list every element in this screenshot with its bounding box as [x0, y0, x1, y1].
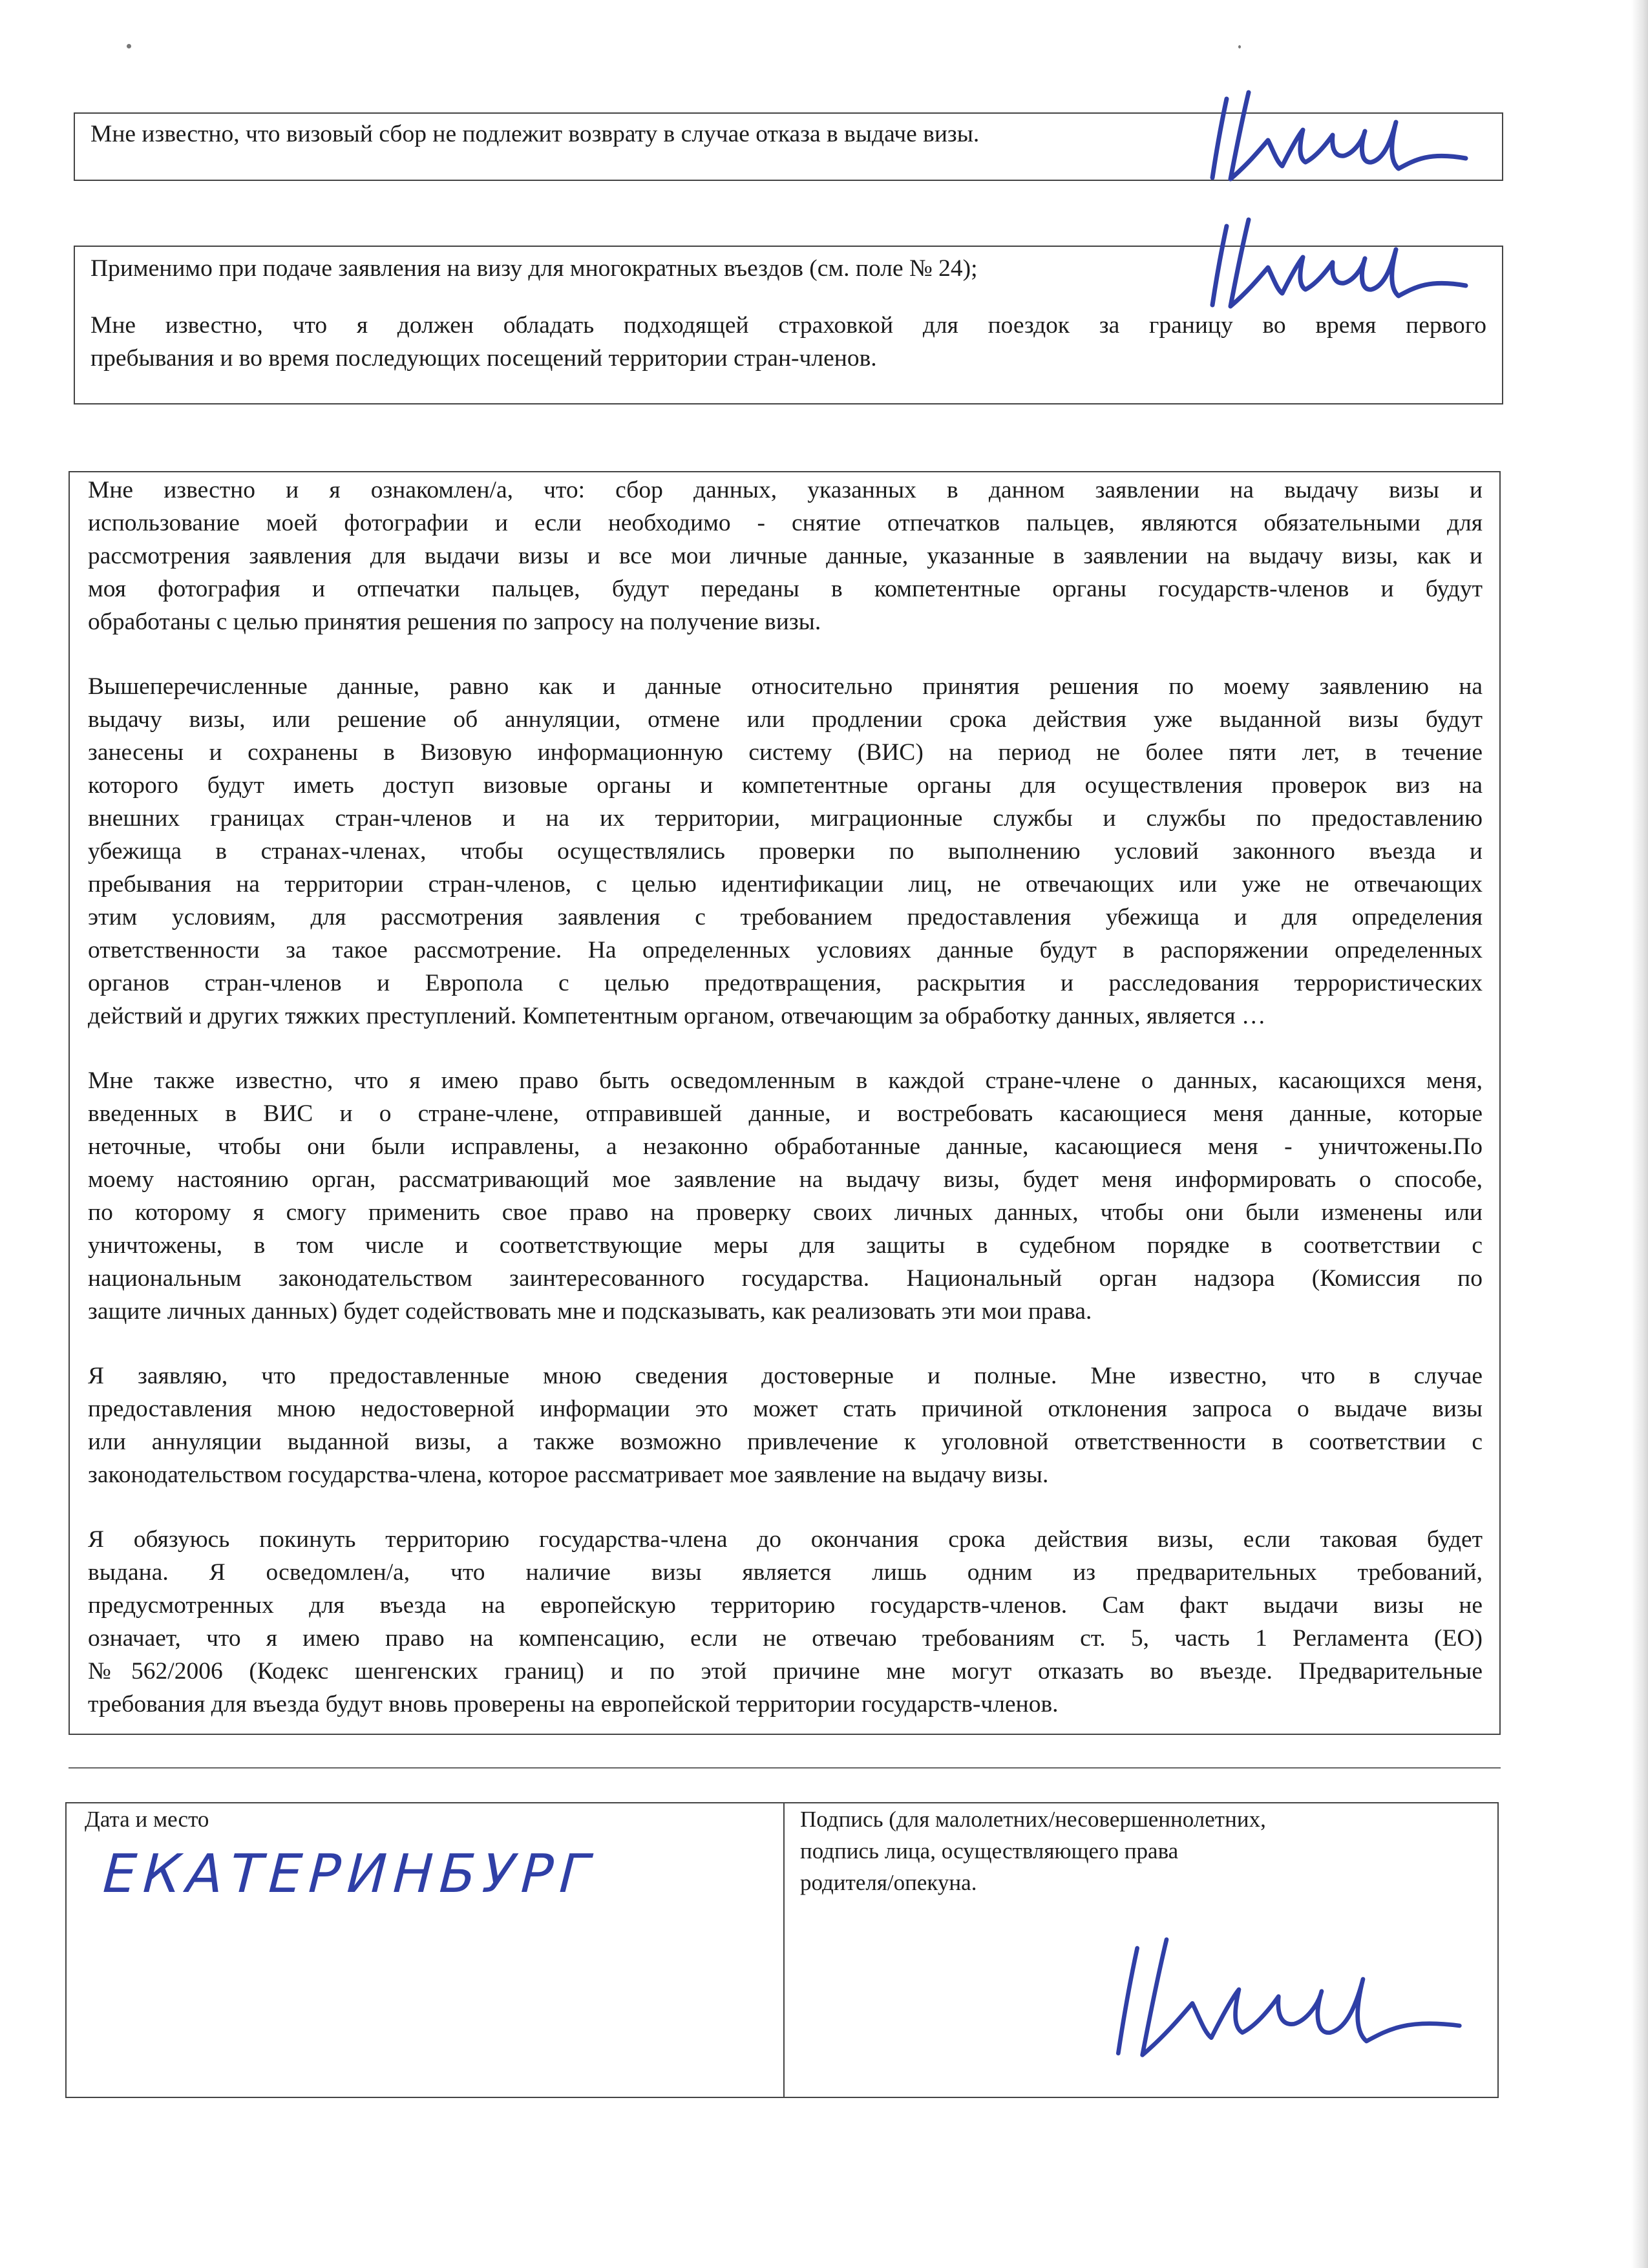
- declaration-line: введенных в ВИС и о стране-члене, отправившей данные, и востребовать касающиеся меня данные, которые: [88, 1100, 1483, 1127]
- declaration-line: пребывания на территории стран-членов, с целью идентификации лиц, не отвечающих или уже не отвечающих: [88, 871, 1483, 898]
- declaration-paragraph: [88, 1064, 1483, 1328]
- declaration-line: национальным законодательством заинтересованного государства. Национальный орган надзора (Комиссия по: [88, 1265, 1483, 1292]
- declaration-line: Я заявляю, что предоставленные мною сведения достоверные и полные. Мне известно, что в случае: [88, 1363, 1483, 1389]
- declaration-box: [69, 471, 1501, 1735]
- declaration-line: выдана. Я осведомлен/а, что наличие визы является лишь одним из предварительных требований,: [88, 1559, 1483, 1586]
- declaration-line: внешних границах стран-членов и на их территории, миграционные службы и службы по предоставлению: [88, 805, 1483, 832]
- signature-label: [800, 1803, 1266, 1898]
- declaration-line: предоставления мною недостоверной информации это может стать причиной отклонения запроса о выдаче визы: [88, 1396, 1483, 1422]
- declaration-line: занесены и сохранены в Визовую информационную систему (ВИС) на период не более пяти лет, в течение: [88, 739, 1483, 766]
- declaration-line: действий и других тяжких преступлений. Компетентным органом, отвечающим за обработку данных, является …: [88, 1003, 1266, 1029]
- signature-cell: [785, 1803, 1497, 2097]
- declaration-text: [88, 474, 1483, 1721]
- multi-entry-heading: Применимо при подаче заявления на визу для многократных въездов (см. поле № 24);: [90, 255, 978, 282]
- scan-speck: [127, 44, 131, 48]
- declaration-paragraph: [88, 1360, 1483, 1491]
- declaration-line: Мне также известно, что я имею право быть осведомленным в каждой стране-члене о данных, касающихся меня,: [88, 1067, 1483, 1094]
- multi-entry-body: [90, 309, 1486, 375]
- declaration-line: убежища в странах-членах, чтобы осуществлялись проверки по выполнению условий законного въезда и: [88, 838, 1483, 865]
- declaration-line: выдачу визы, или решение об аннуляции, отмене или продлении срока действия уже выданной визы будут: [88, 706, 1483, 733]
- declaration-line: Я обязуюсь покинуть территорию государства-члена до окончания срока действия визы, если таковая будет: [88, 1526, 1483, 1553]
- declaration-paragraph: [88, 474, 1483, 638]
- declaration-line: предусмотренных для въезда на европейскую территорию государств-членов. Сам факт выдачи визы не: [88, 1592, 1483, 1619]
- signature-label-line: Подпись (для малолетних/несовершеннолетних,: [800, 1807, 1266, 1832]
- declaration-line: требования для въезда будут вновь проверены на европейской территории государств-членов.: [88, 1691, 1059, 1717]
- declaration-line: этим условиям, для рассмотрения заявления с требованием предоставления убежища и для определения: [88, 904, 1483, 930]
- declaration-line: моему настоянию орган, рассматривающий мое заявление на выдачу визы, будет меня информировать о способе,: [88, 1166, 1483, 1193]
- declaration-line: означает, что я имею право на компенсацию, если не отвечаю требованиям ст. 5, часть 1 Регламента (ЕО): [88, 1625, 1483, 1652]
- declaration-line: использование моей фотографии и если необходимо - снятие отпечатков пальцев, являются обязательными для: [88, 510, 1483, 536]
- declaration-line: органов стран-членов и Европола с целью предотвращения, раскрытия и расследования террористических: [88, 970, 1483, 996]
- multi-entry-line: Мне известно, что я должен обладать подходящей страховкой для поездок за границу во время первого: [90, 312, 1486, 339]
- declaration-line: моя фотография и отпечатки пальцев, будут переданы в компетентные органы государств-членов и будут: [88, 576, 1483, 602]
- declaration-line: по которому я смогу применить свое право на проверку своих личных данных, чтобы они были изменены или: [88, 1199, 1483, 1226]
- applicant-signature: [1202, 87, 1474, 184]
- declaration-paragraph: [88, 1523, 1483, 1721]
- signature-label-line: родителя/опекуна.: [800, 1870, 977, 1895]
- applicant-signature: [1202, 215, 1474, 311]
- declaration-line: рассмотрения заявления для выдачи визы и все мои личные данные, указанные в заявлении на выдачу визы, как и: [88, 543, 1483, 569]
- declaration-line: защите личных данных) будет содействовать мне и подсказывать, как реализовать эти мои права.: [88, 1298, 1092, 1325]
- scan-speck: [1238, 45, 1241, 48]
- declaration-line: уничтожены, в том числе и соответствующие меры для защиты в судебном порядке в соответствии с: [88, 1232, 1483, 1259]
- date-place-label: Дата и место: [85, 1807, 209, 1832]
- multi-entry-line: пребывания и во время последующих посещений территории стран-членов.: [90, 345, 877, 372]
- scan-edge-shadow: [1631, 0, 1648, 2268]
- date-place-cell: [67, 1803, 785, 2097]
- declaration-paragraph: [88, 670, 1483, 1033]
- refund-notice-text: Мне известно, что визовый сбор не подлежит возврату в случае отказа в выдаче визы.: [90, 121, 980, 147]
- applicant-signature: [1040, 1933, 1531, 2062]
- declaration-line: Вышеперечисленные данные, равно как и данные относительно принятия решения по моему заявлению на: [88, 673, 1483, 700]
- declaration-line: №562/2006 (Кодекс шенгенских границ) и по этой причине мне могут отказать во въезде. Предварительные: [88, 1658, 1483, 1685]
- declaration-line: которого будут иметь доступ визовые органы и компетентные органы для осуществления проверок виз на: [88, 772, 1483, 799]
- section-divider: [69, 1767, 1501, 1769]
- declaration-line: законодательством государства-члена, которое рассматривает мое заявление на выдачу визы.: [88, 1462, 1049, 1488]
- declaration-line: неточные, чтобы они были исправлены, а незаконно обработанные данные, касающиеся меня - уничтожены.По: [88, 1133, 1483, 1160]
- date-place-value: ЕКАТЕРИНБУРГ: [95, 1843, 606, 1905]
- declaration-line: Мне известно и я ознакомлен/а, что: сбор данных, указанных в данном заявлении на выдачу визы и: [88, 477, 1483, 503]
- signature-label-line: подпись лица, осуществляющего права: [800, 1838, 1179, 1864]
- date-signature-box: [65, 1802, 1499, 2098]
- declaration-line: или аннуляции выданной визы, а также возможно привлечение к уголовной ответственности в соответствии с: [88, 1429, 1483, 1455]
- declaration-line: обработаны с целью принятия решения по запросу на получение визы.: [88, 609, 821, 635]
- declaration-line: ответственности за такое рассмотрение. На определенных условиях данные будут в распоряжении определенных: [88, 937, 1483, 963]
